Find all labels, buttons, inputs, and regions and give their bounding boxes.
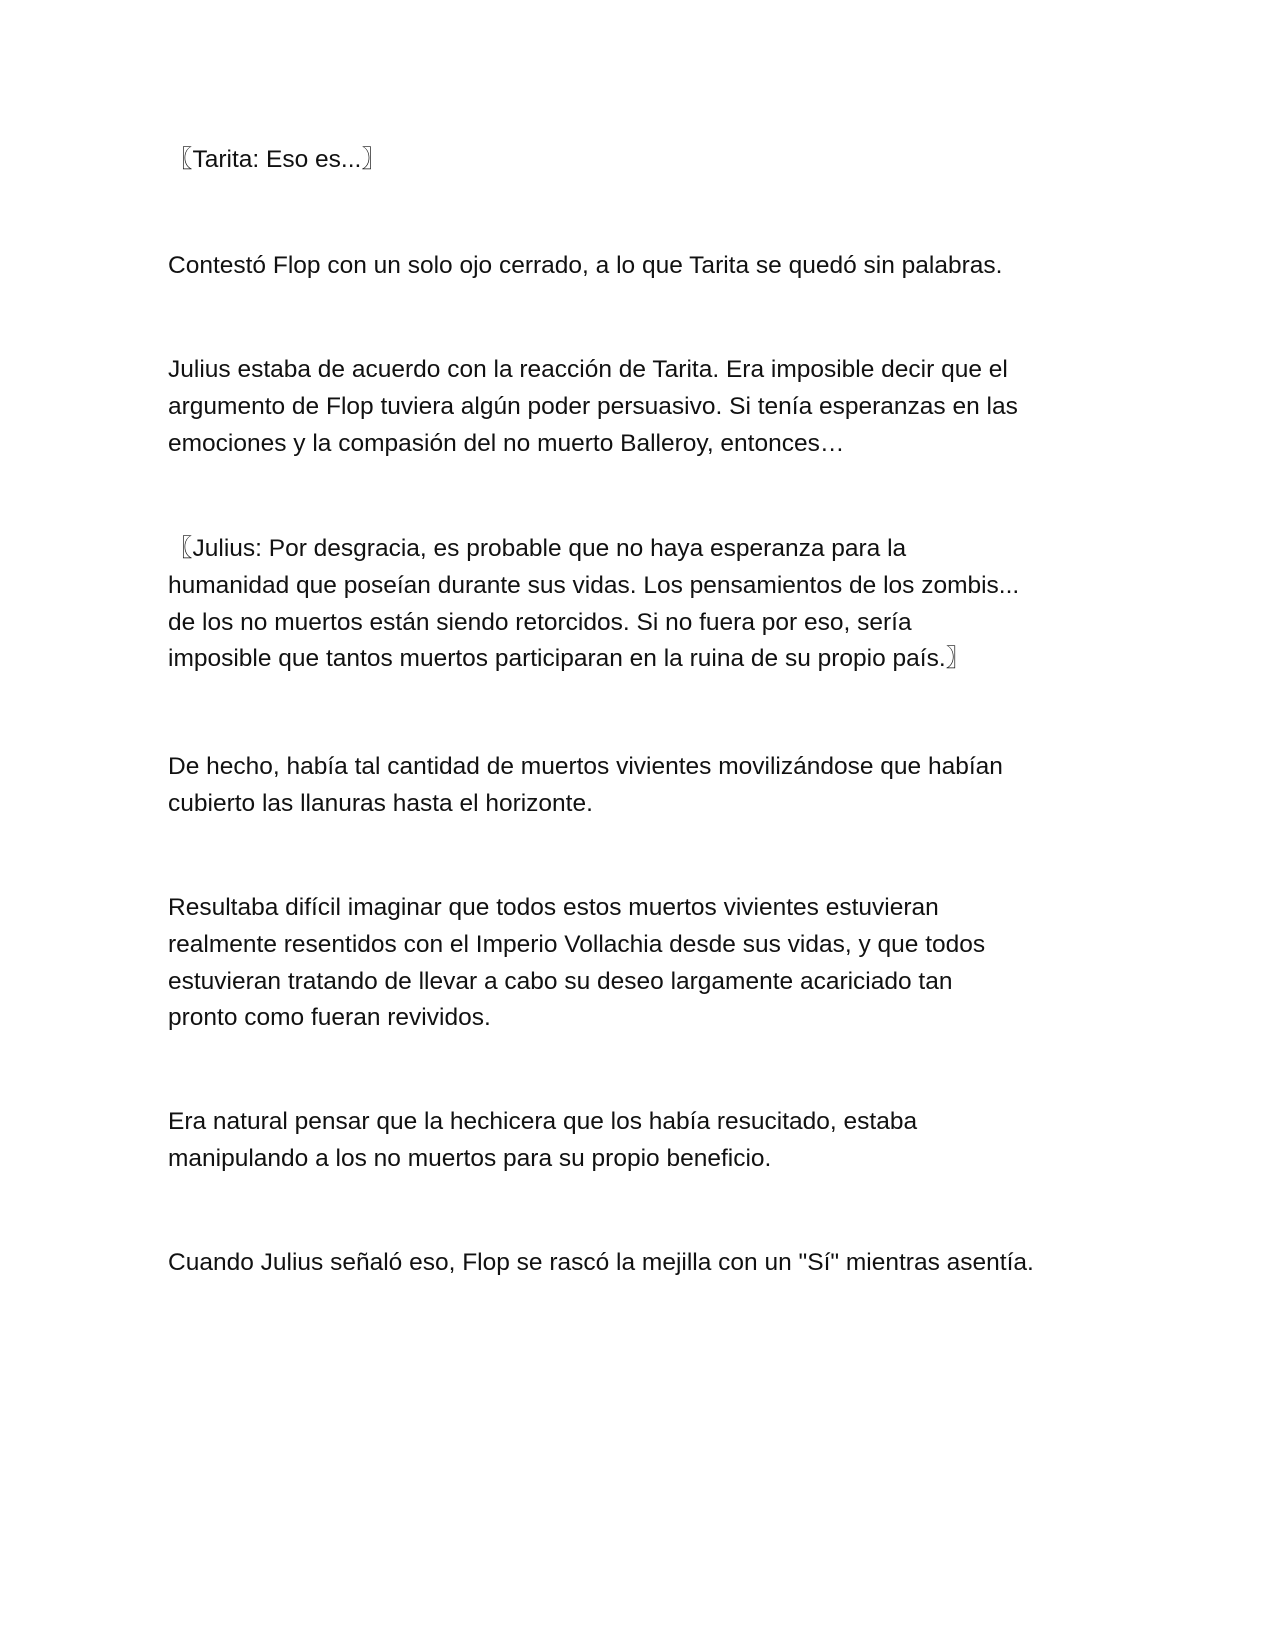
paragraph-tarita-dialogue — [168, 142, 1068, 179]
text-line: pronto como fueran revividos. — [168, 1004, 491, 1032]
text-line: 〖Tarita: Eso es...〗 — [168, 146, 386, 173]
text-line: cubierto las llanuras hasta el horizonte. — [168, 789, 593, 817]
text-line: emociones y la compasión del no muerto Balleroy, entonces… — [168, 429, 845, 457]
text-line: Era natural pensar que la hechicera que los había resucitado, estaba — [168, 1108, 918, 1135]
paragraph-resentment — [168, 890, 1068, 1037]
text-line: Resultaba difícil imaginar que todos estos muertos vivientes estuvieran — [168, 894, 939, 921]
text-line: De hecho, había tal cantidad de muertos vivientes movilizándose que habían — [168, 753, 1003, 780]
text-line: realmente resentidos con el Imperio Vollachia desde sus vidas, y que todos — [168, 930, 986, 958]
paragraph-julius-dialogue — [168, 531, 1068, 678]
paragraph-julius-agreement — [168, 352, 1068, 462]
text-line: Contestó Flop con un solo ojo cerrado, a lo que Tarita se quedó sin palabras. — [168, 252, 1003, 279]
text-line: Cuando Julius señaló eso, Flop se rascó la mejilla con un "Sí" mientras asentía. — [168, 1249, 1034, 1276]
text-line: manipulando a los no muertos para su propio beneficio. — [168, 1144, 772, 1172]
text-line: Julius estaba de acuerdo con la reacción de Tarita. Era imposible decir que el — [168, 356, 1008, 383]
text-line: argumento de Flop tuviera algún poder persuasivo. Si tenía esperanzas en las — [168, 392, 1018, 420]
text-line: humanidad que poseían durante sus vidas. Los pensamientos de los zombis... — [168, 571, 1020, 599]
paragraph-flop-nods — [168, 1245, 1068, 1282]
paragraph-undead-horde — [168, 749, 1068, 823]
paragraph-sorceress — [168, 1104, 1068, 1178]
text-line: estuvieran tratando de llevar a cabo su deseo largamente acariciado tan — [168, 967, 953, 995]
text-line: 〖Julius: Por desgracia, es probable que no haya esperanza para la — [168, 535, 907, 562]
text-line: imposible que tantos muertos participaran en la ruina de su propio país.〗 — [168, 645, 971, 673]
paragraph-flop-reply — [168, 248, 1068, 285]
text-line: de los no muertos están siendo retorcidos. Si no fuera por eso, sería — [168, 608, 912, 636]
